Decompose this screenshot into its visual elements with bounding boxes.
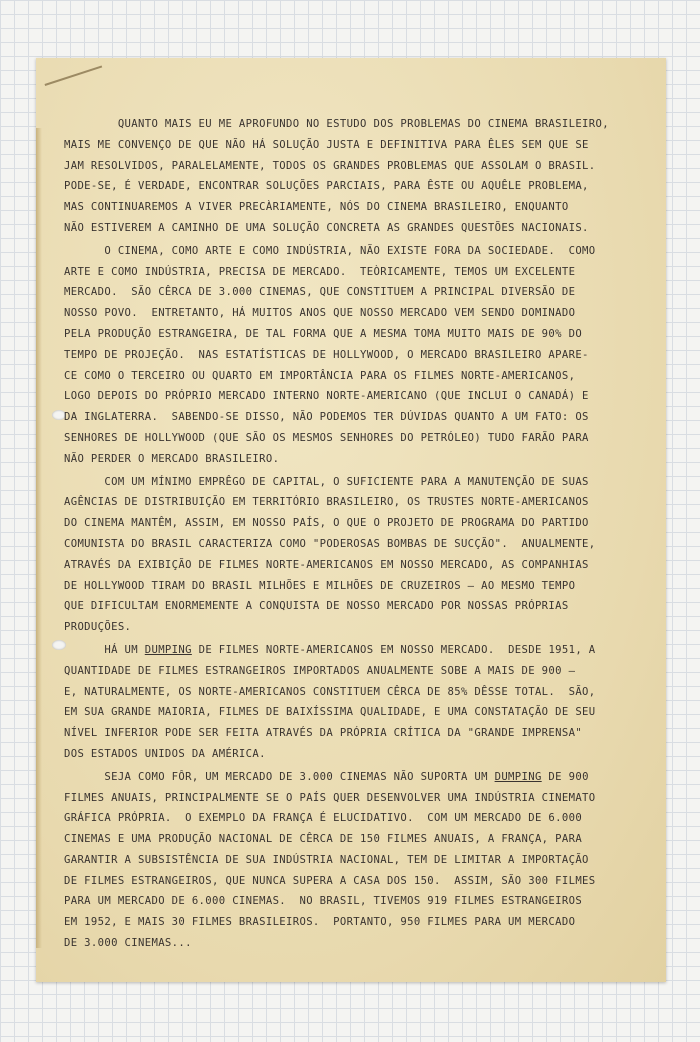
text-line: ARTE E COMO INDÚSTRIA, PRECISA DE MERCADO. TEÒRICAMENTE, TEMOS UM EXCELENTE	[64, 265, 576, 278]
text-line: NÍVEL INFERIOR PODE SER FEITA ATRAVÉS DA PRÓPRIA CRÍTICA DA "GRANDE IMPRENSA"	[64, 727, 583, 740]
paragraph-5	[64, 767, 660, 954]
paper-shadow-edge	[36, 128, 42, 948]
text-segment: DE FILMES NORTE-AMERICANOS EM NOSSO MERCADO. DESDE 1951, A	[191, 643, 596, 656]
text-line: EM SUA GRANDE MAIORIA, FILMES DE BAIXÍSSIMA QUALIDADE, E UMA CONSTATAÇÃO DE SEU	[64, 706, 596, 719]
text-line: O CINEMA, COMO ARTE E COMO INDÚSTRIA, NÃO EXISTE FORA DA SOCIEDADE. COMO	[64, 244, 596, 257]
text-line: DA INGLATERRA. SABENDO-SE DISSO, NÃO PODEMOS TER DÚVIDAS QUANTO A UM FATO: OS	[64, 411, 589, 424]
text-segment: SEJA COMO FÔR, UM MERCADO DE 3.000 CINEMAS NÃO SUPORTA UM	[64, 770, 495, 783]
text-line: QUE DIFICULTAM ENORMEMENTE A CONQUISTA DE NOSSO MERCADO POR NOSSAS PRÓPRIAS	[64, 600, 569, 613]
text-line: QUANTIDADE DE FILMES ESTRANGEIROS IMPORTADOS ANUALMENTE SOBE A MAIS DE 900 —	[64, 664, 576, 677]
text-line: E, NATURALMENTE, OS NORTE-AMERICANOS CONSTITUEM CÊRCA DE 85% DÊSSE TOTAL. SÃO,	[64, 685, 596, 698]
underlined-term: DUMPING	[144, 643, 192, 656]
text-line: DE FILMES ESTRANGEIROS, QUE NUNCA SUPERA A CASA DOS 150. ASSIM, SÃO 300 FILMES	[64, 874, 596, 887]
text-line: COM UM MÍNIMO EMPRÊGO DE CAPITAL, O SUFICIENTE PARA A MANUTENÇÃO DE SUAS	[64, 475, 589, 488]
text-line: NOSSO POVO. ENTRETANTO, HÁ MUITOS ANOS QUE NOSSO MERCADO VEM SENDO DOMINADO	[64, 307, 576, 320]
text-line: GARANTIR A SUBSISTÊNCIA DE SUA INDÚSTRIA NACIONAL, TEM DE LIMITAR A IMPORTAÇÃO	[64, 853, 589, 866]
text-line: QUANTO MAIS EU ME APROFUNDO NO ESTUDO DOS PROBLEMAS DO CINEMA BRASILEIRO,	[64, 118, 609, 130]
text-line: SENHORES DE HOLLYWOOD (QUE SÃO OS MESMOS SENHORES DO PETRÓLEO) TUDO FARÃO PARA	[64, 431, 589, 444]
text-line: DE 3.000 CINEMAS...	[64, 937, 192, 950]
text-line	[64, 640, 660, 661]
text-line: LOGO DEPOIS DO PRÓPRIO MERCADO INTERNO NORTE-AMERICANO (QUE INCLUI O CANADÁ) E	[64, 390, 589, 403]
text-line: COMUNISTA DO BRASIL CARACTERIZA COMO "PODEROSAS BOMBAS DE SUCÇÃO". ANUALMENTE,	[64, 537, 596, 550]
text-line	[64, 767, 660, 788]
text-line: MAS CONTINUAREMOS A VIVER PRECÀRIAMENTE, NÓS DO CINEMA BRASILEIRO, ENQUANTO	[64, 201, 569, 214]
paragraph-2	[64, 241, 660, 470]
text-line: PARA UM MERCADO DE 6.000 CINEMAS. NO BRASIL, TIVEMOS 919 FILMES ESTRANGEIROS	[64, 895, 583, 908]
text-line: FILMES ANUAIS, PRINCIPALMENTE SE O PAÍS QUER DESENVOLVER UMA INDÚSTRIA CINEMATO	[64, 791, 596, 804]
paragraph-4	[64, 640, 660, 765]
paragraph-3	[64, 472, 660, 638]
text-line: MERCADO. SÃO CÊRCA DE 3.000 CINEMAS, QUE CONSTITUEM A PRINCIPAL DIVERSÃO DE	[64, 286, 576, 299]
underlined-term: DUMPING	[494, 770, 542, 783]
text-line: NÃO PERDER O MERCADO BRASILEIRO.	[64, 452, 280, 465]
text-line: PRODUÇÕES.	[64, 621, 132, 634]
text-line: AGÊNCIAS DE DISTRIBUIÇÃO EM TERRITÓRIO BRASILEIRO, OS TRUSTES NORTE-AMERICANOS	[64, 496, 589, 509]
typewritten-page	[36, 58, 666, 982]
text-line: DOS ESTADOS UNIDOS DA AMÉRICA.	[64, 747, 266, 760]
text-line: EM 1952, E MAIS 30 FILMES BRASILEIROS. PORTANTO, 950 FILMES PARA UM MERCADO	[64, 916, 576, 929]
text-segment: DE 900	[541, 770, 589, 783]
text-line: GRÁFICA PRÓPRIA. O EXEMPLO DA FRANÇA É ELUCIDATIVO. COM UM MERCADO DE 6.000	[64, 812, 583, 825]
text-line: NÃO ESTIVEREM A CAMINHO DE UMA SOLUÇÃO CONCRETA AS GRANDES QUESTÕES NACIONAIS.	[64, 221, 589, 234]
text-line: PELA PRODUÇÃO ESTRANGEIRA, DE TAL FORMA QUE A MESMA TOMA MUITO MAIS DE 90% DO	[64, 327, 583, 340]
text-line: DE HOLLYWOOD TIRAM DO BRASIL MILHÕES E MILHÕES DE CRUZEIROS — AO MESMO TEMPO	[64, 579, 576, 592]
text-line: MAIS ME CONVENÇO DE QUE NÃO HÁ SOLUÇÃO JUSTA E DEFINITIVA PARA ÊLES SEM QUE SE	[64, 138, 589, 151]
text-line: ATRAVÉS DA EXIBIÇÃO DE FILMES NORTE-AMERICANOS EM NOSSO MERCADO, AS COMPANHIAS	[64, 558, 589, 571]
text-line: JAM RESOLVIDOS, PARALELAMENTE, TODOS OS GRANDES PROBLEMAS QUE ASSOLAM O BRASIL.	[64, 159, 596, 172]
document-body	[64, 114, 660, 954]
text-line: CINEMAS E UMA PRODUÇÃO NACIONAL DE CÊRCA DE 150 FILMES ANUAIS, A FRANÇA, PARA	[64, 833, 583, 846]
text-line: CE COMO O TERCEIRO OU QUARTO EM IMPORTÂNCIA PARA OS FILMES NORTE-AMERICANOS,	[64, 369, 576, 382]
text-line: DO CINEMA MANTÊM, ASSIM, EM NOSSO PAÍS, O QUE O PROJETO DE PROGRAMA DO PARTIDO	[64, 517, 589, 530]
text-line: PODE-SE, É VERDADE, ENCONTRAR SOLUÇÕES PARCIAIS, PARA ÊSTE OU AQUÊLE PROBLEMA,	[64, 180, 589, 193]
text-segment: HÁ UM	[64, 643, 145, 656]
paragraph-1	[64, 114, 660, 239]
text-line: TEMPO DE PROJEÇÃO. NAS ESTATÍSTICAS DE HOLLYWOOD, O MERCADO BRASILEIRO APARE-	[64, 348, 589, 361]
torn-corner	[45, 66, 112, 115]
